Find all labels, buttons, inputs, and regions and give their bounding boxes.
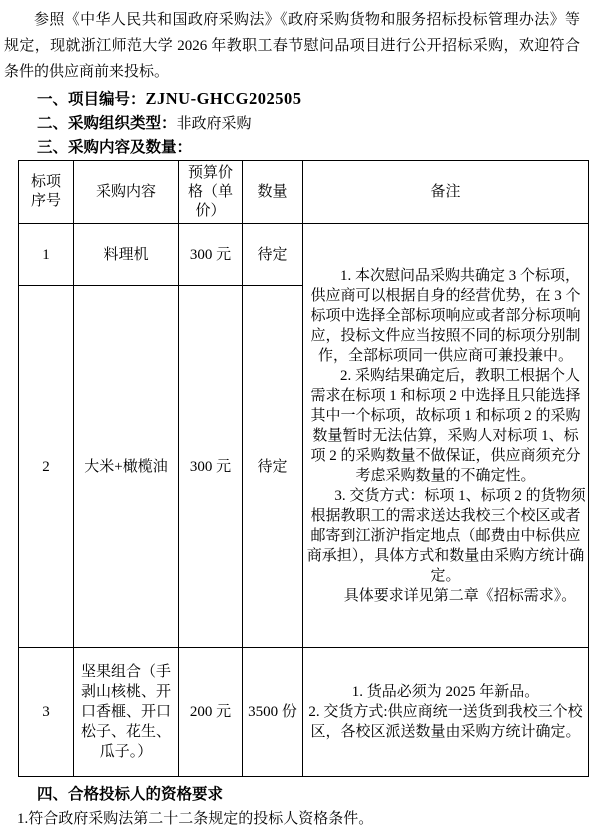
item-no-cell: 1 bbox=[19, 224, 74, 286]
procurement-type-label: 二、采购组织类型： bbox=[37, 115, 177, 132]
section-4-heading: 四、合格投标人的资格要求 bbox=[37, 786, 224, 803]
header-remarks: 备注 bbox=[303, 161, 589, 224]
remarks-cell-merged bbox=[303, 224, 589, 648]
remarks-paragraph: 2. 交货方式:供应商统一送货到我校三个校区，各校区派送数量由采购方统计确定。 bbox=[308, 704, 583, 740]
content-cell: 坚果组合（手剥山核桃、开口香榧、开口松子、花生、瓜子。） bbox=[74, 648, 179, 777]
section-4-item-1: 1.符合政府采购法第二十二条规定的投标人资格条件。 bbox=[17, 811, 374, 827]
project-number-label: 一、项目编号： bbox=[37, 91, 146, 108]
remarks-cell-row3 bbox=[303, 648, 589, 777]
header-budget-price: 预算价格（单价） bbox=[179, 161, 243, 224]
table-row bbox=[19, 648, 589, 777]
project-number-value: ZJNU-GHCG202505 bbox=[145, 89, 302, 108]
price-cell: 300 元 bbox=[179, 224, 243, 286]
content-cell: 大米+橄榄油 bbox=[74, 286, 179, 648]
remarks-paragraph: 1. 本次慰问品采购共确定 3 个标项，供应商可以根据自身的经营优势，在 3 个标项中选择全部标项响应或者部分标项响应，投标文件应当按照不同的标项分别制作，全部标项同一供应商可兼投兼中。 bbox=[310, 267, 581, 364]
remarks-paragraph: 2. 采购结果确定后，教职工根据个人需求在标项 1 和标项 2 中选择且只能选择其中一个标项，故标项 1 和标项 2 的采购数量暂时无法估算，采购人对标项 1、标项 2 的采购数量不做保证，供应商须充分考虑采购数量的不确定性。 bbox=[310, 367, 581, 484]
intro-paragraph: 参照《中华人民共和国政府采购法》《政府采购货物和服务招标投标管理办法》等规定，现就浙江师范大学 2026 年教职工春节慰问品项目进行公开招标采购，欢迎符合条件的供应商前来投标。 bbox=[4, 12, 580, 80]
section-3-heading bbox=[0, 136, 608, 160]
table-header-row bbox=[19, 161, 589, 224]
procurement-type-value: 非政府采购 bbox=[176, 116, 252, 132]
content-cell: 料理机 bbox=[74, 224, 179, 286]
price-cell: 200 元 bbox=[179, 648, 243, 777]
quantity-cell: 待定 bbox=[243, 286, 303, 648]
header-quantity: 数量 bbox=[243, 161, 303, 224]
procurement-table bbox=[18, 160, 589, 777]
table-row bbox=[19, 224, 589, 286]
price-cell: 300 元 bbox=[179, 286, 243, 648]
header-item-no: 标项序号 bbox=[19, 161, 74, 224]
remarks-paragraph: 1. 货品必须为 2025 年新品。 bbox=[351, 684, 540, 700]
quantity-cell: 待定 bbox=[243, 224, 303, 286]
header-content: 采购内容 bbox=[74, 161, 179, 224]
quantity-cell: 3500 份 bbox=[243, 648, 303, 777]
item-no-cell: 3 bbox=[19, 648, 74, 777]
section-2-heading bbox=[0, 112, 608, 136]
item-no-cell: 2 bbox=[19, 286, 74, 648]
remarks-paragraph: 3. 交货方式：标项 1、标项 2 的货物须根据教职工的需求送达我校三个校区或者邮寄到江浙沪指定地点（邮费由中标供应商承担），具体方式和数量由采购方统计确定。 bbox=[306, 487, 586, 584]
section-1-heading bbox=[0, 87, 608, 112]
remarks-paragraph: 具体要求详见第二章《招标需求》。 bbox=[343, 587, 577, 604]
contents-heading-label: 三、采购内容及数量： bbox=[37, 139, 193, 156]
